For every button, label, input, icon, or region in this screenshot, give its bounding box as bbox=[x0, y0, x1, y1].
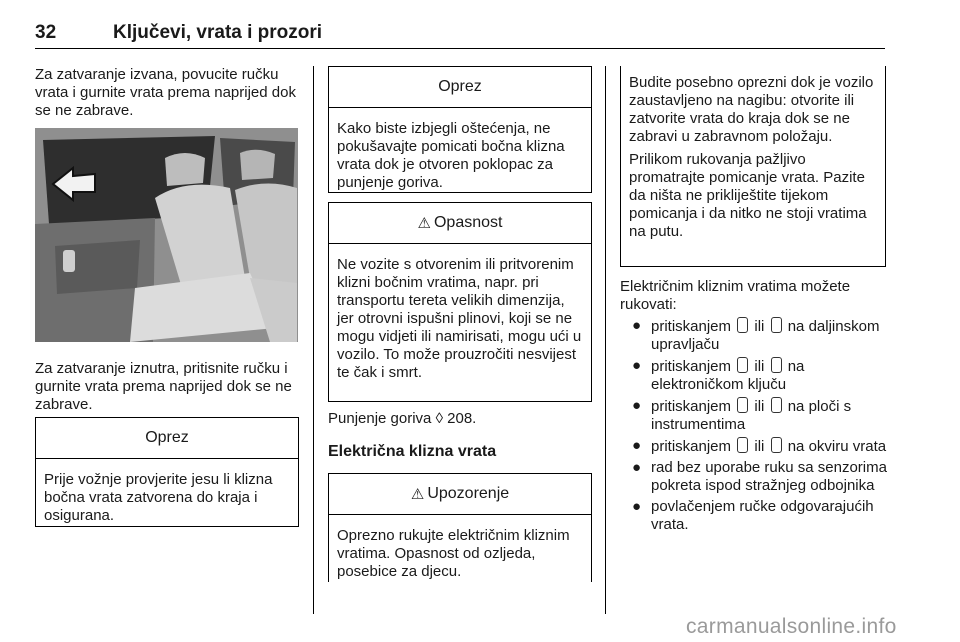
refuel-reference: Punjenje goriva ◊ 208. bbox=[328, 410, 477, 427]
caution-text: Prije vožnje provjerite jesu li klizna bočna vrata zatvorena do kraja i osigurana. bbox=[44, 471, 273, 524]
warning-box bbox=[328, 473, 592, 582]
door-open-key-icon bbox=[737, 357, 748, 373]
column-divider-1 bbox=[313, 66, 314, 614]
list-item: ● rad bez uporabe ruku sa senzorima pokreta ispod stražnjeg odbojnika bbox=[632, 459, 887, 494]
header-rule bbox=[35, 48, 885, 49]
door-handle bbox=[63, 250, 75, 272]
warning-triangle-icon: ⚠ bbox=[410, 486, 425, 503]
operate-intro: Električnim kliznim vratima možete rukovati: bbox=[620, 278, 851, 313]
bullet: ● bbox=[632, 459, 642, 476]
warning-text: Oprezno rukujte električnim kliznim vratima. Opasnost od ozljeda, posebice za djecu. bbox=[337, 527, 570, 580]
door-close-key-icon bbox=[771, 357, 782, 373]
van-interior-illustration bbox=[35, 128, 298, 342]
warning-title: Upozorenje bbox=[427, 485, 510, 502]
danger-title: Opasnost bbox=[433, 214, 503, 231]
list-item: ● pritiskanjem ili na elektroničkom ključu bbox=[632, 357, 805, 393]
caution-box-2 bbox=[328, 66, 592, 193]
warning-heading bbox=[329, 474, 591, 515]
list-item: ● pritiskanjem ili na daljinskom upravljaču bbox=[632, 317, 880, 353]
danger-box bbox=[328, 202, 592, 402]
right-door-button-icon bbox=[771, 397, 782, 413]
danger-text: Ne vozite s otvorenim ili pritvorenim klizni bočnim vratima, napr. pri transportu tereta velikih dimenzija, jer otrovni ispušni plinovi, koji se ne mogu vidjeti ili namirisati, mogu ući u vozilo. To može prouzročiti nesvijest te čak i smrt. bbox=[337, 256, 582, 381]
caution-continued-p1: Budite posebno oprezni dok je vozilo zaustavljeno na nagibu: otvorite ili zatvorite vrata do kraja dok se ne zabravi u zabravnom položaju. bbox=[629, 74, 874, 145]
bullet: ● bbox=[632, 437, 642, 454]
sliding-door-photo bbox=[35, 128, 298, 342]
operation-methods-list bbox=[627, 317, 889, 537]
door-open-key-icon bbox=[737, 317, 748, 333]
left-door-button-icon bbox=[737, 397, 748, 413]
bullet: ● bbox=[632, 397, 642, 414]
caution-continued-box bbox=[620, 66, 886, 267]
close-inside-text: Za zatvaranje iznutra, pritisnite ručku i gurnite vrata prema naprijed dok se ne zabrave. bbox=[35, 360, 292, 413]
bullet: ● bbox=[632, 317, 642, 334]
danger-heading bbox=[329, 203, 591, 244]
watermark: carmanualsonline.info bbox=[686, 615, 897, 638]
list-item: ● povlačenjem ručke odgovarajućih vrata. bbox=[632, 498, 874, 533]
caution-title: Oprez bbox=[36, 418, 298, 459]
list-item: ● pritiskanjem ili na okviru vrata bbox=[632, 437, 887, 455]
close-outside-text: Za zatvaranje izvana, povucite ručku vrata i gurnite vrata prema naprijed dok se ne zabrave. bbox=[35, 66, 296, 119]
list-item: ● pritiskanjem ili na ploči s instrumentima bbox=[632, 397, 852, 433]
warning-triangle-icon: ⚠ bbox=[417, 215, 431, 232]
door-close-key-icon bbox=[771, 317, 782, 333]
bullet: ● bbox=[632, 357, 642, 374]
power-sliding-door-heading: Električna klizna vrata bbox=[328, 443, 497, 460]
section-title: Ključevi, vrata i prozori bbox=[113, 22, 323, 43]
right-door-button-icon bbox=[771, 437, 782, 453]
column-divider-2 bbox=[605, 66, 606, 614]
caution-box-1 bbox=[35, 417, 299, 527]
bullet: ● bbox=[632, 498, 642, 515]
caution-text: Kako biste izbjegli oštećenja, ne pokušavajte pomicati bočna klizna vrata dok je otvoren poklopac za punjenje goriva. bbox=[337, 120, 565, 191]
page-number: 32 bbox=[35, 22, 57, 43]
caution-title: Oprez bbox=[329, 67, 591, 108]
left-door-button-icon bbox=[737, 437, 748, 453]
caution-continued-p2: Prilikom rukovanja pažljivo promatrajte pomicanje vrata. Pazite da ništa ne prikliještite tijekom pomicanja i da nitko ne stoji vratima na putu. bbox=[629, 151, 867, 240]
